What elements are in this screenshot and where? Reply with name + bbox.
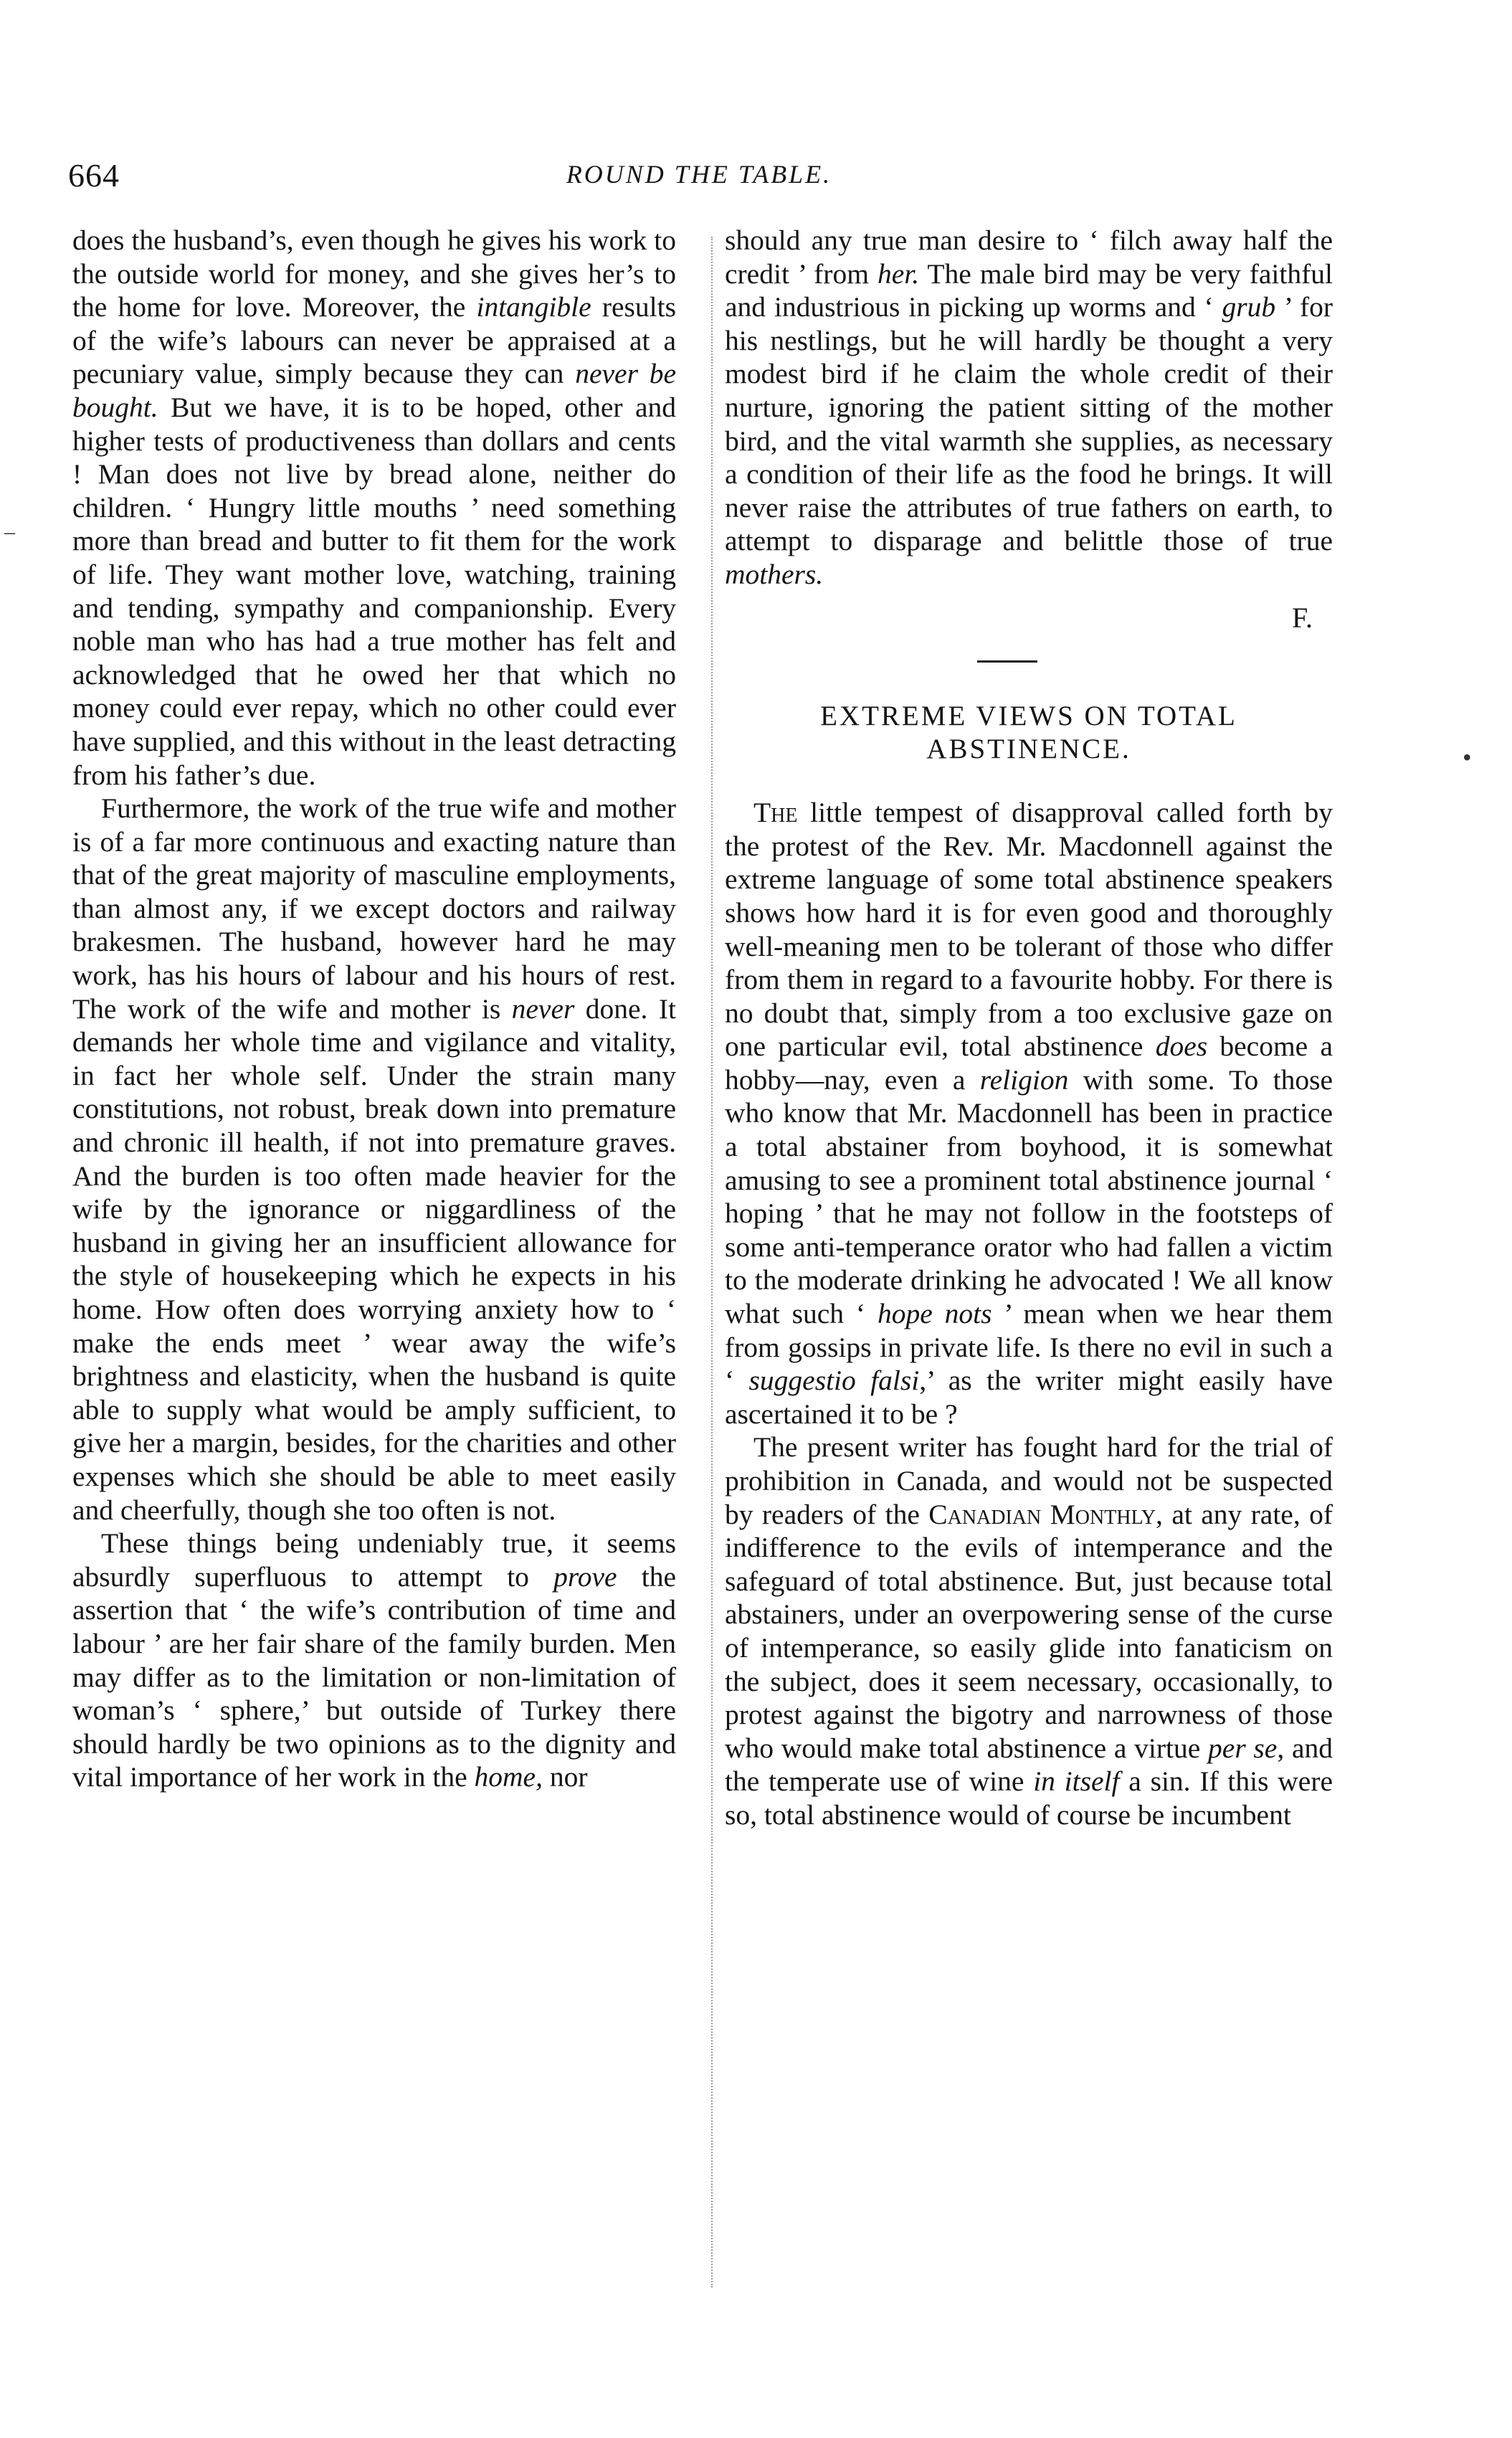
page-number: 664 [68,157,120,194]
section-rule [977,660,1037,663]
paragraph: The present writer has fought hard for the trial of prohibition in Canada, and would not be suspected by readers of the Canadian Monthly, at any rate, of indifference to the evils of intemperance and the safeguard of total abstinence. But, just because total abstainers, under an overpowering sense of the curse of intemperance, so easily glide into fanaticism on the subject, does it seem necessary, occasionally, to protest against the bigotry and narrowness of those who would make total abstinence a virtue per se, and the temperate use of wine in itself a sin. If this were so, total abstinence would of course be incumbent [725,1431,1333,1831]
paragraph: Furthermore, the work of the true wife and mother is of a far more continuous and exacting nature than that of the great majority of masculine employments, than almost any, if we except doctors and railway brakesmen. The husband, however hard he may work, has his hours of labour and his hours of rest. The work of the wife and mother is never done. It demands her whole time and vigilance and vitality, in fact her whole self. Under the strain many constitutions, not robust, break down into premature and chronic ill health, if not into premature graves. And the burden is too often made heavier for the wife by the ignorance or niggardliness of the husband in giving her an insufficient allowance for the style of housekeeping which he expects in his home. How often does worrying anxiety how to ‘ make the ends meet ’ wear away the wife’s brightness and elasticity, when the husband is quite able to supply what would be amply sufficient, to give her a margin, besides, for the charities and other expenses which she should be able to meet easily and cheerfully, though she too often is not. [72,792,676,1526]
paragraph: These things being undeniably true, it seems absurdly superfluous to attempt to prove the assertion that ‘ the wife’s contribution of time and labour ’ are her fair share of the family burden. Men may differ as to the limitation or non-limitation of woman’s ‘ sphere,’ but outside of Turkey there should hardly be two opinions as to the dignity and vital importance of her work in the home, nor [72,1527,677,1793]
section-title-line-2: ABSTINENCE. [926,734,1131,765]
left-column [72,224,676,1794]
scan-margin-mark: – [4,520,15,544]
running-head: ROUND THE TABLE. [566,160,832,189]
author-signature: F. [1291,601,1313,634]
section-title-line-1: EXTREME VIEWS ON TOTAL [820,701,1237,732]
right-column [725,224,1333,1832]
page-header [68,156,1330,199]
paragraph: The little tempest of disapproval called forth by the protest of the Rev. Mr. Macdonnell against the extreme language of some total abstinence speakers shows how hard it is for even good and thoroughly well-meaning men to be tolerant of those who differ from them in regard to a favourite hobby. For there is no doubt that, simply from a too exclusive gaze on one particular evil, total abstinence does become a hobby—nay, even a religion with some. To those who know that Mr. Macdonnell has been in practice a total abstainer from boyhood, it is somewhat amusing to see a prominent total abstinence journal ‘ hoping ’ that he may not follow in the footsteps of some anti-temperance orator who had fallen a victim to the moderate drinking he advocated ! We all know what such ‘ hope nots ’ mean when we hear them from gossips in private life. Is there no evil in such a ‘ suggestio falsi,’ as the writer might easily have ascertained it to be ? [725,797,1333,1430]
column-divider [711,237,713,2287]
paragraph: does the husband’s, even though he gives his work to the outside world for money, and she gives her’s to the home for love. Moreover, the intangible results of the wife’s labours can never be appraised at a pecuniary value, simply because they can never be bought. But we have, it is to be hoped, other and higher tests of productiveness than dollars and cents ! Man does not live by bread alone, neither do children. ‘ Hungry little mouths ’ need something more than bread and butter to fit them for the work of life. They want mother love, watching, training and tending, sympathy and companionship. Every noble man who has had a true mother has felt and acknowledged that he owed her that which no money could ever repay, which no other could ever have supplied, and this without in the least detracting from his father’s due. [72,224,677,791]
scan-margin-mark: • [1463,743,1472,772]
section-title [725,700,1333,766]
paragraph: should any true man desire to ‘ filch away half the credit ’ from her. The male bird may be very faithful and industrious in picking up worms and ‘ grub ’ for his nestlings, but he will hardly be thought a very modest bird if he claim the whole credit of their nurture, ignoring the patient sitting of the mother bird, and the vital warmth she supplies, as necessary a condition of their life as the food he brings. It will never raise the attributes of true fathers on earth, to attempt to disparage and belittle those of true mothers. [725,224,1333,590]
